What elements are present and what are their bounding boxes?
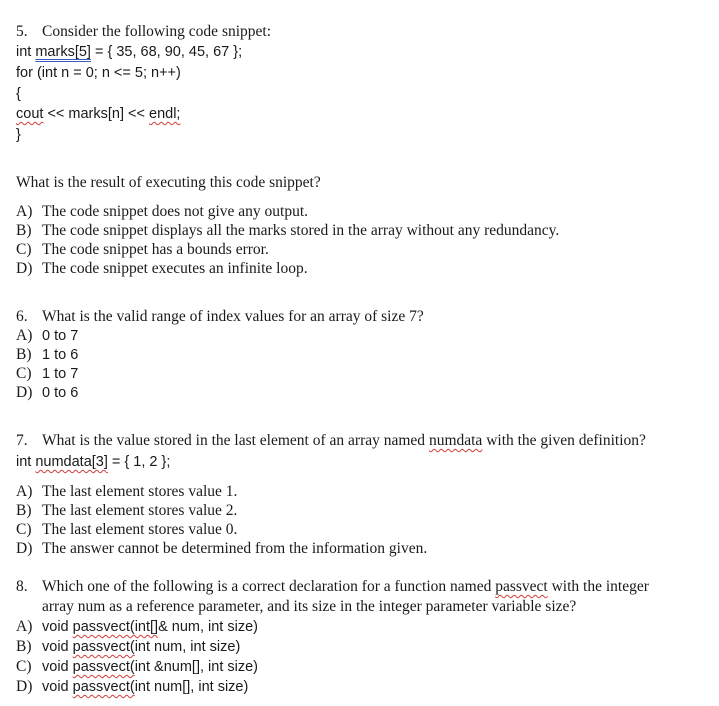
q8-prompt-line-2: array num as a reference parameter, and its size in the integer parameter variable size? <box>42 598 577 615</box>
q5-option-c: C) The code snippet has a bounds error. <box>16 241 269 258</box>
q5-code-line-3: { <box>16 86 21 102</box>
spell-flag: numdata[3] <box>35 454 108 470</box>
q5-option-d: D) The code snippet executes an infinite loop. <box>16 260 308 277</box>
spell-flag: passvect( <box>72 659 135 675</box>
q5-number: 5. <box>16 23 28 40</box>
q7-option-a: A) The last element stores value 1. <box>16 483 238 500</box>
q7-number: 7. <box>16 432 28 449</box>
spell-flag: passvect(int[] <box>72 619 159 635</box>
q8-prompt-line-1: 8. Which one of the following is a correct declaration for a function named passvect with the integer <box>16 578 649 595</box>
spell-flag: passvect <box>495 578 548 595</box>
spell-flag: passvect( <box>72 679 135 695</box>
q7-option-b: B) The last element stores value 2. <box>16 502 238 519</box>
q5-option-a: A) The code snippet does not give any output. <box>16 203 309 220</box>
spell-flag: marks[5] <box>35 44 91 60</box>
spell-flag: cout <box>16 106 44 122</box>
q5-question: What is the result of executing this code snippet? <box>16 174 321 191</box>
q5-option-b: B) The code snippet displays all the marks stored in the array without any redundancy. <box>16 222 560 239</box>
spell-flag: endl; <box>149 106 181 122</box>
q8-option-c: C) void passvect(int &num[], int size) <box>16 658 258 675</box>
q7-prompt: 7. What is the value stored in the last element of an array named numdata with the given definition? <box>16 432 646 449</box>
q8-option-a: A) void passvect(int[]& num, int size) <box>16 618 258 635</box>
q6-option-a: A) 0 to 7 <box>16 327 79 344</box>
spell-flag: numdata <box>428 432 483 449</box>
q8-option-d: D) void passvect(int num[], int size) <box>16 678 249 695</box>
q7-option-d: D) The answer cannot be determined from the information given. <box>16 540 428 557</box>
q5-prompt: 5. Consider the following code snippet: <box>16 23 272 40</box>
q6-option-d: D) 0 to 6 <box>16 384 79 401</box>
q7-code: int numdata[3] = { 1, 2 }; <box>16 454 171 470</box>
q8-number: 8. <box>16 578 28 595</box>
q6-option-c: C) 1 to 7 <box>16 365 79 382</box>
q6-number: 6. <box>16 308 28 325</box>
q8-option-b: B) void passvect(int num, int size) <box>16 638 241 655</box>
q5-code-line-1: int marks[5] = { 35, 68, 90, 45, 67 }; <box>16 44 243 60</box>
q7-option-c: C) The last element stores value 0. <box>16 521 238 538</box>
q5-code-line-4: cout << marks[n] << endl; <box>16 106 181 122</box>
q6-option-b: B) 1 to 6 <box>16 346 79 363</box>
q6-prompt: 6. What is the valid range of index values for an array of size 7? <box>16 308 424 325</box>
q5-code-line-5: } <box>16 127 21 143</box>
q5-code-line-2: for (int n = 0; n <= 5; n++) <box>16 65 181 81</box>
spell-flag: passvect( <box>72 639 135 655</box>
